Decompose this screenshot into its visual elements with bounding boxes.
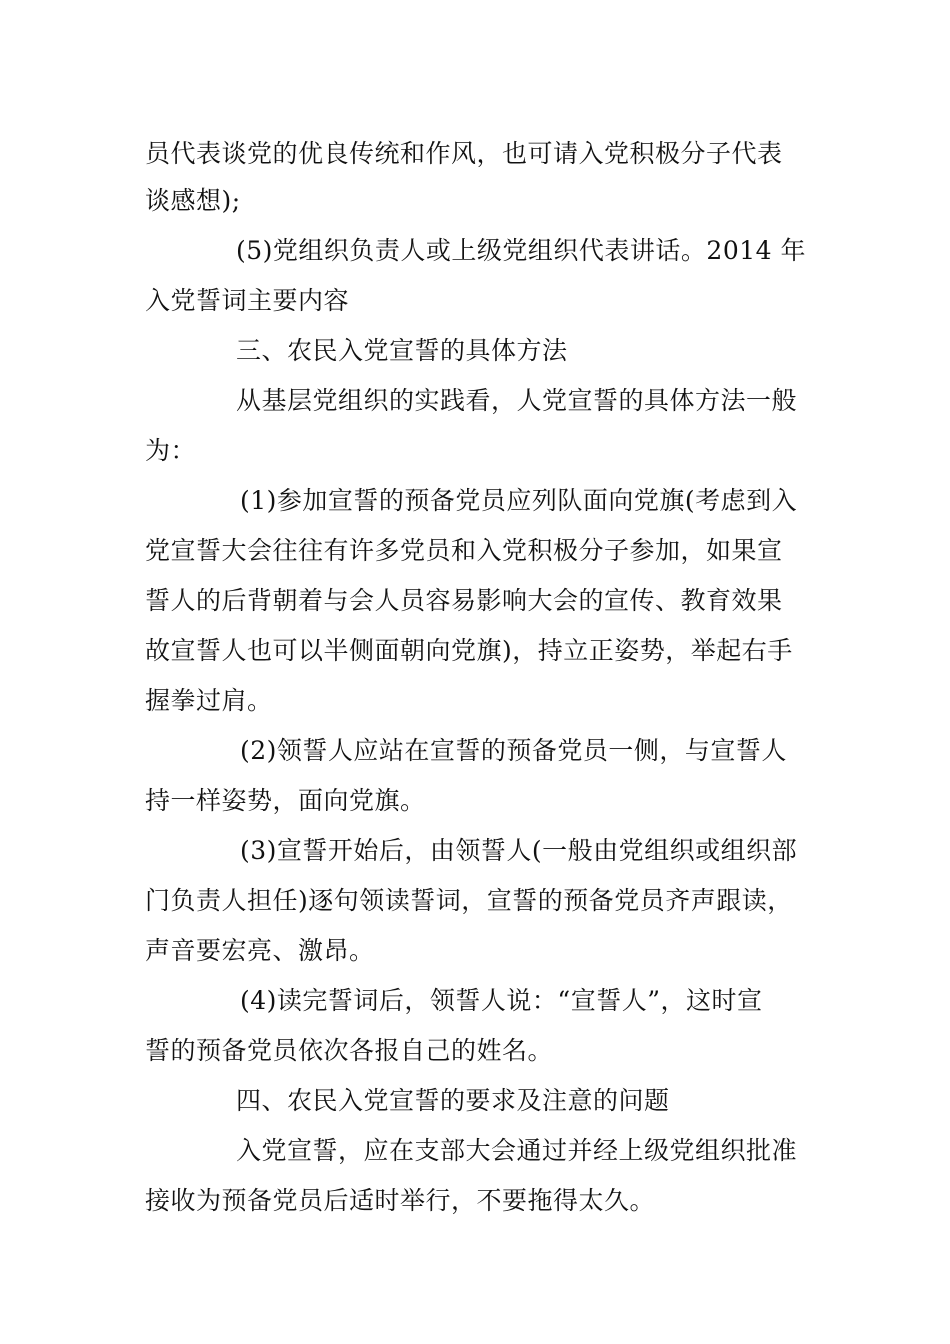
text-line: 党宣誓大会往往有许多党员和入党积极分子参加，如果宣 (145, 536, 783, 565)
section-heading: 四、农民入党宣誓的要求及注意的问题 (236, 1086, 670, 1115)
text-line: 故宣誓人也可以半侧面朝向党旗)，持立正姿势，举起右手 (145, 636, 793, 665)
paragraph-start-line: (5)党组织负责人或上级党组织代表讲话。2014 年 (236, 236, 806, 265)
text-line: 入党誓词主要内容 (145, 286, 350, 315)
text-line: 誓人的后背朝着与会人员容易影响大会的宣传、教育效果 (145, 586, 783, 615)
text-line: 握拳过肩。 (145, 686, 273, 715)
paragraph-start-line: (1)参加宣誓的预备党员应列队面向党旗(考虑到入 (240, 486, 798, 515)
text-line: 接收为预备党员后适时举行，不要拖得太久。 (145, 1186, 656, 1215)
text-line: 门负责人担任)逐句领读誓词，宣誓的预备党员齐声跟读， (145, 886, 793, 915)
section-heading: 三、农民入党宣誓的具体方法 (236, 336, 568, 365)
paragraph-start-line: (3)宣誓开始后，由领誓人(一般由党组织或组织部 (240, 836, 798, 865)
text-line: 为： (145, 436, 197, 465)
text-line: 誓的预备党员依次各报自己的姓名。 (145, 1036, 554, 1065)
paragraph-start-line: 入党宣誓，应在支部大会通过并经上级党组织批准 (236, 1136, 798, 1165)
text-line: 员代表谈党的优良传统和作风，也可请入党积极分子代表 (145, 139, 783, 168)
text-line: 谈感想); (145, 186, 241, 215)
paragraph-start-line: 从基层党组织的实践看，人党宣誓的具体方法一般 (236, 386, 798, 415)
paragraph-start-line: (4)读完誓词后，领誓人说：“宣誓人”，这时宣 (240, 986, 763, 1015)
text-line: 声音要宏亮、激昂。 (145, 936, 375, 965)
text-line: 持一样姿势，面向党旗。 (145, 786, 426, 815)
paragraph-start-line: (2)领誓人应站在宣誓的预备党员一侧，与宣誓人 (240, 736, 787, 765)
